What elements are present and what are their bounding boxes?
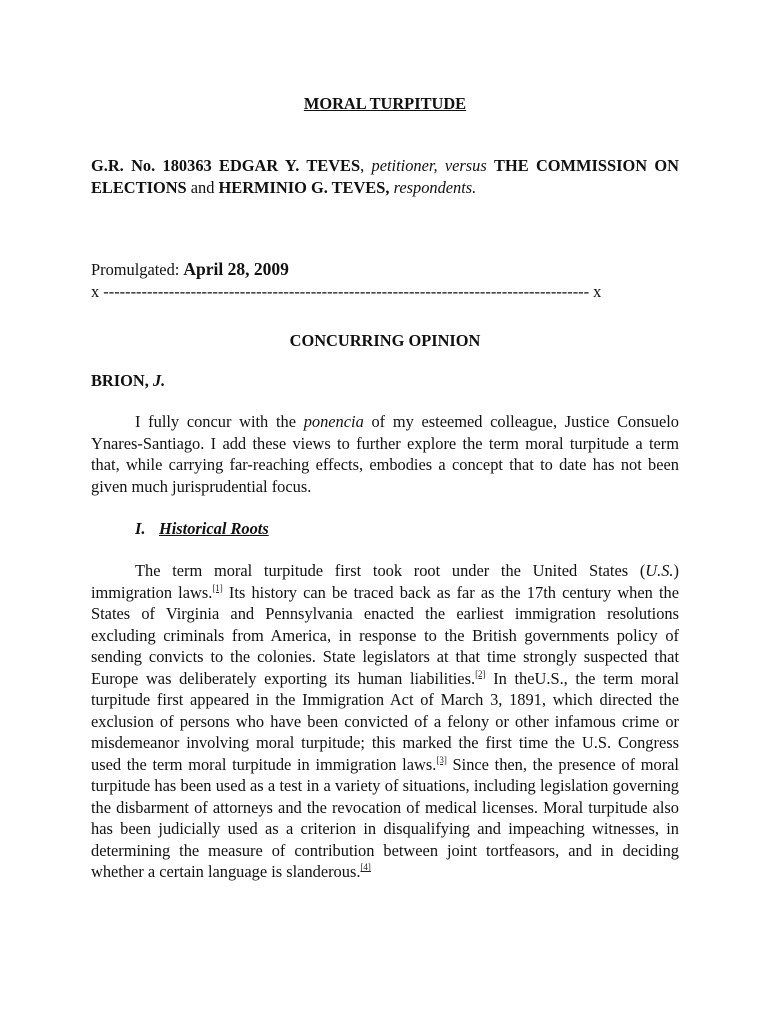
opinion-title: CONCURRING OPINION (289, 331, 481, 350)
author-line: BRION, J. (91, 371, 166, 390)
document-title: MORAL TURPITUDE (303, 94, 467, 113)
promulgated-date: April 28, 2009 (183, 259, 289, 279)
petitioner-label: petitioner, versus (371, 156, 487, 175)
case-caption: G.R. No. 180363 EDGAR Y. TEVES, petitioner, versus THE COMMISSION ON ELECTIONS and HERMINIO G. TEVES, respondents. (91, 156, 679, 197)
paragraph-1: I fully concur with the ponencia of my esteemed colleague, Justice Consuelo Ynares-Santiago. I add these views to further explore the term moral turpitude a term that, while carrying far-reaching effects, embodies a concept that to date has not been given much jurisprudential focus. (91, 412, 679, 496)
footnote-link-1[interactable]: [1] (212, 582, 223, 593)
respondent-1: THE COMMISSION ON ELECTIONS (91, 156, 679, 197)
section-heading (135, 519, 269, 539)
respondents-label: respondents. (393, 178, 477, 197)
divider-line: x ----------------------------------------------------------------------------------------- x (91, 282, 602, 301)
case-number: G.R. No. 180363 EDGAR Y. TEVES (91, 156, 361, 175)
paragraph-2: The term moral turpitude first took root under the United States (U.S.) immigration laws.[1] Its history can be traced back as far as the 17th century when the States of Virginia and Pennsylvania enacted the earliest immigration resolutions excluding criminals from America, in response to the British governments policy of sending convicts to the colonies. State legislators at that time strongly suspected that Europe was deliberately exporting its human liabilities.[2] In theU.S., the term moral turpitude first appeared in the Immigration Act of March 3, 1891, which directed the exclusion of persons who have been convicted of a felony or other infamous crime or misdemeanor involving moral turpitude; this marked the first time the U.S. Congress used the term moral turpitude in immigration laws.[3] Since then, the presence of moral turpitude has been used as a test in a variety of situations, including legislation governing the disbarment of attorneys and the revocation of medical licenses. Moral turpitude also has been judicially used as a criterion in disqualifying and impeaching witnesses, in determining the measure of contribution between joint tortfeasors, and in deciding whether a certain language is slanderous.[4] (91, 561, 679, 881)
promulgated-label: Promulgated: (91, 260, 184, 279)
section-number: I. (135, 519, 146, 538)
footnote-link-2[interactable]: [2] (475, 668, 486, 679)
footnote-link-4[interactable]: [4] (360, 862, 371, 872)
section-title: Historical Roots (159, 519, 269, 538)
footnote-link-3[interactable]: [3] (436, 754, 447, 765)
respondent-2: HERMINIO G. TEVES, (218, 178, 390, 197)
promulgated-line (91, 259, 679, 280)
